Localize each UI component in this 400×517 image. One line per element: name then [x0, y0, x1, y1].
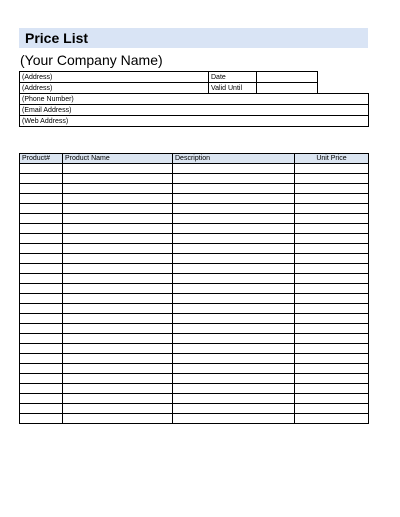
description-cell[interactable] [173, 394, 295, 404]
description-cell[interactable] [173, 244, 295, 254]
description-cell[interactable] [173, 214, 295, 224]
description-cell[interactable] [173, 354, 295, 364]
product-name-cell[interactable] [63, 194, 173, 204]
product-number-cell[interactable] [20, 214, 63, 224]
table-row [20, 394, 369, 404]
company-name[interactable]: (Your Company Name) [20, 52, 163, 68]
product-name-cell[interactable] [63, 404, 173, 414]
unit-price-cell[interactable] [295, 274, 369, 284]
web-address[interactable]: (Web Address) [20, 116, 369, 127]
unit-price-cell[interactable] [295, 294, 369, 304]
table-row [20, 324, 369, 334]
product-number-cell[interactable] [20, 324, 63, 334]
description-cell[interactable] [173, 224, 295, 234]
table-row [20, 404, 369, 414]
unit-price-cell[interactable] [295, 354, 369, 364]
product-number-cell[interactable] [20, 164, 63, 174]
product-name-cell[interactable] [63, 334, 173, 344]
table-row [20, 244, 369, 254]
product-number-cell[interactable] [20, 394, 63, 404]
description-cell[interactable] [173, 164, 295, 174]
product-name-cell[interactable] [63, 204, 173, 214]
unit-price-cell[interactable] [295, 244, 369, 254]
description-cell[interactable] [173, 254, 295, 264]
product-name-cell[interactable] [63, 304, 173, 314]
table-row [20, 364, 369, 374]
address-line-2[interactable]: (Address) [20, 83, 209, 94]
product-number-cell[interactable] [20, 414, 63, 424]
description-cell[interactable] [173, 304, 295, 314]
unit-price-cell[interactable] [295, 234, 369, 244]
product-number-cell[interactable] [20, 194, 63, 204]
address-line-1[interactable]: (Address) [20, 72, 209, 83]
price-list-rows [20, 164, 369, 424]
description-cell[interactable] [173, 284, 295, 294]
product-number-cell[interactable] [20, 244, 63, 254]
product-number-cell[interactable] [20, 404, 63, 414]
table-row [20, 314, 369, 324]
company-info-table [19, 71, 369, 127]
col-header-unit-price: Unit Price [295, 154, 369, 164]
unit-price-cell[interactable] [295, 364, 369, 374]
product-name-cell[interactable] [63, 384, 173, 394]
table-row [20, 334, 369, 344]
description-cell[interactable] [173, 234, 295, 244]
product-number-cell[interactable] [20, 184, 63, 194]
table-row [20, 164, 369, 174]
product-number-cell[interactable] [20, 334, 63, 344]
table-row [20, 204, 369, 214]
product-number-cell[interactable] [20, 354, 63, 364]
description-cell[interactable] [173, 384, 295, 394]
product-name-cell[interactable] [63, 244, 173, 254]
unit-price-cell[interactable] [295, 204, 369, 214]
product-number-cell[interactable] [20, 294, 63, 304]
table-row [20, 304, 369, 314]
valid-until-value[interactable] [257, 83, 318, 94]
product-name-cell[interactable] [63, 324, 173, 334]
description-cell[interactable] [173, 324, 295, 334]
table-row [20, 354, 369, 364]
description-cell[interactable] [173, 274, 295, 284]
table-row [20, 254, 369, 264]
unit-price-cell[interactable] [295, 214, 369, 224]
product-name-cell[interactable] [63, 374, 173, 384]
table-row [20, 294, 369, 304]
table-row [20, 224, 369, 234]
unit-price-cell[interactable] [295, 184, 369, 194]
table-row [20, 384, 369, 394]
product-name-cell[interactable] [63, 354, 173, 364]
product-number-cell[interactable] [20, 224, 63, 234]
product-name-cell[interactable] [63, 414, 173, 424]
product-name-cell[interactable] [63, 254, 173, 264]
unit-price-cell[interactable] [295, 314, 369, 324]
product-number-cell[interactable] [20, 254, 63, 264]
table-row [20, 374, 369, 384]
description-cell[interactable] [173, 374, 295, 384]
product-number-cell[interactable] [20, 384, 63, 394]
description-cell[interactable] [173, 184, 295, 194]
unit-price-cell[interactable] [295, 194, 369, 204]
product-number-cell[interactable] [20, 374, 63, 384]
unit-price-cell[interactable] [295, 384, 369, 394]
product-number-cell[interactable] [20, 264, 63, 274]
product-name-cell[interactable] [63, 264, 173, 274]
table-row [20, 194, 369, 204]
unit-price-cell[interactable] [295, 394, 369, 404]
col-header-product-number: Product# [20, 154, 63, 164]
unit-price-cell[interactable] [295, 344, 369, 354]
product-name-cell[interactable] [63, 224, 173, 234]
product-name-cell[interactable] [63, 184, 173, 194]
phone-number[interactable]: (Phone Number) [20, 94, 369, 105]
description-cell[interactable] [173, 404, 295, 414]
description-cell[interactable] [173, 204, 295, 214]
unit-price-cell[interactable] [295, 404, 369, 414]
unit-price-cell[interactable] [295, 264, 369, 274]
unit-price-cell[interactable] [295, 304, 369, 314]
product-number-cell[interactable] [20, 234, 63, 244]
product-name-cell[interactable] [63, 364, 173, 374]
product-number-cell[interactable] [20, 284, 63, 294]
product-number-cell[interactable] [20, 274, 63, 284]
table-row [20, 214, 369, 224]
product-number-cell[interactable] [20, 204, 63, 214]
table-row [20, 344, 369, 354]
table-row [20, 284, 369, 294]
product-name-cell[interactable] [63, 164, 173, 174]
product-name-cell[interactable] [63, 394, 173, 404]
valid-until-label: Valid Until [209, 83, 257, 94]
date-label: Date [209, 72, 257, 83]
product-name-cell[interactable] [63, 214, 173, 224]
product-name-cell[interactable] [63, 294, 173, 304]
description-cell[interactable] [173, 294, 295, 304]
price-list-table [19, 153, 369, 424]
product-number-cell[interactable] [20, 304, 63, 314]
description-cell[interactable] [173, 364, 295, 374]
product-name-cell[interactable] [63, 314, 173, 324]
date-value[interactable] [257, 72, 318, 83]
product-number-cell[interactable] [20, 344, 63, 354]
product-name-cell[interactable] [63, 174, 173, 184]
table-row [20, 184, 369, 194]
unit-price-cell[interactable] [295, 164, 369, 174]
table-row [20, 274, 369, 284]
product-name-cell[interactable] [63, 274, 173, 284]
document-title: Price List [19, 28, 368, 48]
product-name-cell[interactable] [63, 344, 173, 354]
unit-price-cell[interactable] [295, 324, 369, 334]
description-cell[interactable] [173, 344, 295, 354]
description-cell[interactable] [173, 194, 295, 204]
product-number-cell[interactable] [20, 364, 63, 374]
table-row [20, 174, 369, 184]
description-cell[interactable] [173, 334, 295, 344]
unit-price-cell[interactable] [295, 414, 369, 424]
email-address[interactable]: (Email Address) [20, 105, 369, 116]
product-number-cell[interactable] [20, 174, 63, 184]
description-cell[interactable] [173, 414, 295, 424]
product-name-cell[interactable] [63, 234, 173, 244]
description-cell[interactable] [173, 314, 295, 324]
col-header-product-name: Product Name [63, 154, 173, 164]
description-cell[interactable] [173, 174, 295, 184]
product-number-cell[interactable] [20, 314, 63, 324]
description-cell[interactable] [173, 264, 295, 274]
unit-price-cell[interactable] [295, 284, 369, 294]
unit-price-cell[interactable] [295, 374, 369, 384]
table-row [20, 414, 369, 424]
col-header-description: Description [173, 154, 295, 164]
table-row [20, 234, 369, 244]
table-row [20, 264, 369, 274]
unit-price-cell[interactable] [295, 254, 369, 264]
info-spacer [318, 83, 369, 94]
unit-price-cell[interactable] [295, 224, 369, 234]
product-name-cell[interactable] [63, 284, 173, 294]
unit-price-cell[interactable] [295, 334, 369, 344]
unit-price-cell[interactable] [295, 174, 369, 184]
info-spacer [318, 72, 369, 83]
